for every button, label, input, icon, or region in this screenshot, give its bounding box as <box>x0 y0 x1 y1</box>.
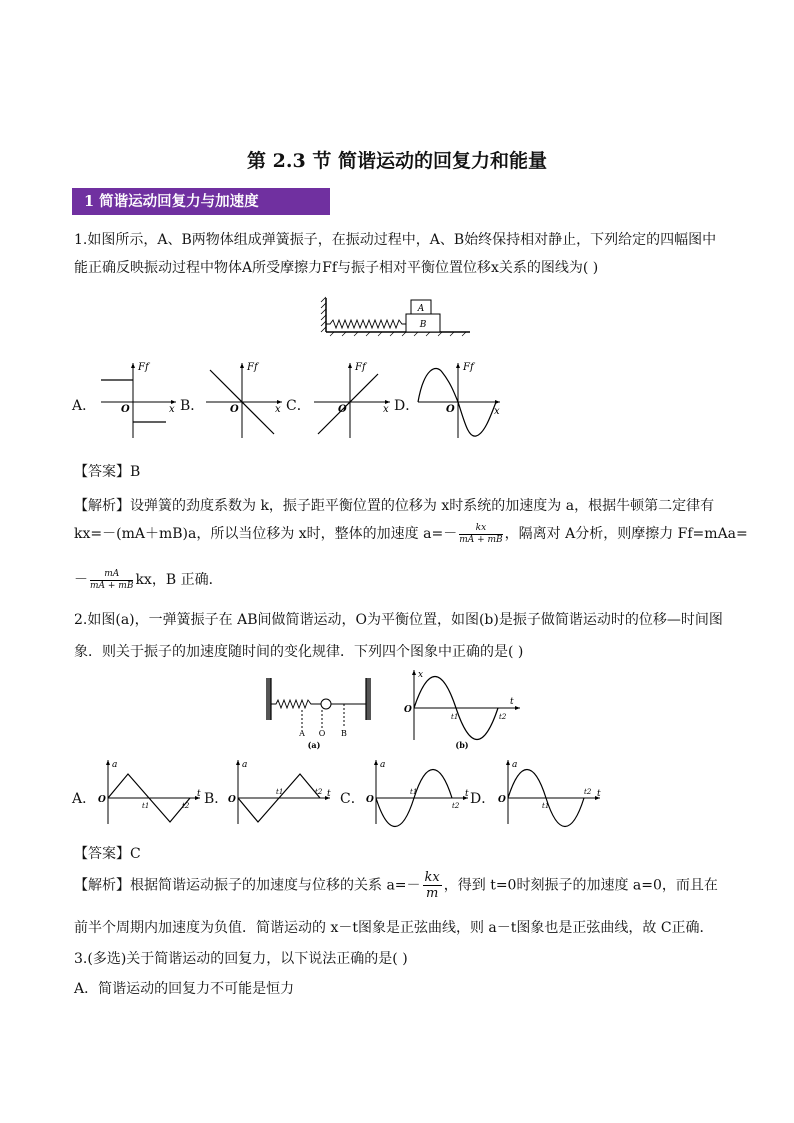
q2-figure-a <box>264 674 376 750</box>
q2-option-d[interactable]: D． <box>470 791 496 807</box>
block-a-label: A <box>417 304 425 314</box>
svg-text:a: a <box>242 760 248 770</box>
q1-analysis-line3: － $\frac{mA}{mA + mB}$ kx，B 正确． <box>74 568 223 591</box>
svg-text:O: O <box>318 729 326 738</box>
svg-text:(a): (a) <box>307 740 321 750</box>
q2-analysis-line1: 【解析】根据简谐运动振子的加速度与位移的关系 a=－ $\frac{kx}{m}$ ，得到 t=0时刻振子的加速度 a=0，而且在 <box>74 870 718 901</box>
q1-graph-d <box>414 360 504 440</box>
svg-text:t: t <box>465 789 469 799</box>
q2-option-b[interactable]: B． <box>204 791 229 807</box>
svg-text:t: t <box>510 697 514 707</box>
svg-text:x: x <box>169 404 175 415</box>
svg-text:t2: t2 <box>584 788 592 796</box>
svg-text:Ff: Ff <box>247 362 258 373</box>
fraction-ma-over-ma-mb: $\frac{mA}{mA + mB}$ <box>90 568 134 591</box>
svg-text:t: t <box>327 789 331 799</box>
q1-line2: 能正确反映振动过程中物体A所受摩擦力Ff与振子相对平衡位置位移x关系的图线为( ) <box>74 260 599 276</box>
svg-text:t: t <box>197 789 201 799</box>
svg-text:A: A <box>299 729 305 738</box>
spring-block-figure <box>320 296 470 338</box>
q3-line1: 3.(多选)关于简谐运动的回复力，以下说法正确的是( ) <box>74 951 408 967</box>
svg-text:O: O <box>338 404 347 415</box>
svg-text:O: O <box>121 404 130 415</box>
q2-line2: 象．则关于振子的加速度随时间的变化规律．下列四个图象中正确的是( ) <box>74 644 524 660</box>
q1-analysis-line2: kx=－(mA＋mB)a，所以当位移为 x时，整体的加速度 a=－ $\frac{kx}{mA + mB}$ ，隔离对 A分析，则摩擦力 Ff=mAa= <box>74 522 748 545</box>
fraction-kx-over-m: $\frac{kx}{m}$ <box>424 870 440 901</box>
svg-text:t2: t2 <box>499 713 507 721</box>
q3-option-a[interactable]: A．简谐运动的回复力不可能是恒力 <box>74 981 295 997</box>
svg-text:x: x <box>275 404 281 415</box>
page-title: 第 2.3 节 简谐运动的回复力和能量 <box>247 150 547 172</box>
svg-text:B: B <box>341 729 347 738</box>
svg-text:t: t <box>597 789 601 799</box>
svg-text:O: O <box>98 795 106 805</box>
q2-line1: 2.如图(a)，一弹簧振子在 AB间做简谐运动，O为平衡位置，如图(b)是振子做简谐运动时的位移—时间图 <box>74 612 723 628</box>
svg-text:a: a <box>512 760 518 770</box>
svg-text:Ff: Ff <box>463 362 474 373</box>
svg-text:t1: t1 <box>542 802 550 810</box>
svg-text:x: x <box>383 404 389 415</box>
svg-text:t1: t1 <box>276 788 284 796</box>
q2-option-c[interactable]: C． <box>340 791 365 807</box>
q1-line1: 1.如图所示，A、B两物体组成弹簧振子，在振动过程中，A、B始终保持相对静止，下列给定的四幅图中 <box>74 232 717 248</box>
svg-text:t2: t2 <box>182 802 190 810</box>
q2-analysis-line2: 前半个周期内加速度为负值．简谐运动的 x－t图象是正弦曲线，则 a－t图象也是正弦曲线，故 C正确． <box>74 920 714 936</box>
section-header: 1 简谐运动回复力与加速度 <box>72 188 330 215</box>
svg-text:x: x <box>418 670 424 680</box>
svg-text:O: O <box>228 795 236 805</box>
svg-text:t2: t2 <box>452 802 460 810</box>
svg-text:t1: t1 <box>142 802 150 810</box>
fraction-kx-over-ma-mb: $\frac{kx}{mA + mB}$ <box>459 522 503 545</box>
svg-text:O: O <box>498 795 506 805</box>
svg-text:a: a <box>112 760 118 770</box>
q1-graph-a <box>96 360 180 440</box>
q1-option-c[interactable]: C． <box>286 398 311 414</box>
q2-graph-c <box>362 758 474 828</box>
q1-option-d[interactable]: D． <box>394 398 420 414</box>
svg-text:O: O <box>404 705 412 715</box>
q2-graph-a <box>94 758 206 828</box>
svg-text:t2: t2 <box>315 788 323 796</box>
q1-graph-c <box>310 360 394 440</box>
q2-figure-b <box>400 668 526 752</box>
block-b-label: B <box>419 320 427 330</box>
q1-answer: 【答案】B <box>74 464 141 480</box>
svg-text:(b): (b) <box>455 740 469 750</box>
q2-graph-d <box>494 758 606 828</box>
q1-analysis-line1: 【解析】设弹簧的劲度系数为 k，振子距平衡位置的位移为 x时系统的加速度为 a，根据牛顿第二定律有 <box>74 498 715 514</box>
svg-text:t1: t1 <box>451 713 459 721</box>
q2-graph-b <box>224 758 336 828</box>
svg-text:O: O <box>230 404 239 415</box>
svg-text:a: a <box>380 760 386 770</box>
q2-option-a[interactable]: A． <box>72 791 97 807</box>
q1-option-a[interactable]: A． <box>72 398 97 414</box>
q1-option-b[interactable]: B． <box>180 398 205 414</box>
q2-answer: 【答案】C <box>74 846 141 862</box>
svg-text:O: O <box>446 404 455 415</box>
svg-text:O: O <box>366 795 374 805</box>
svg-text:Ff: Ff <box>355 362 366 373</box>
svg-text:Ff: Ff <box>138 362 149 373</box>
q1-graph-b <box>202 360 286 440</box>
svg-text:x: x <box>494 406 500 417</box>
svg-text:t1: t1 <box>410 788 418 796</box>
